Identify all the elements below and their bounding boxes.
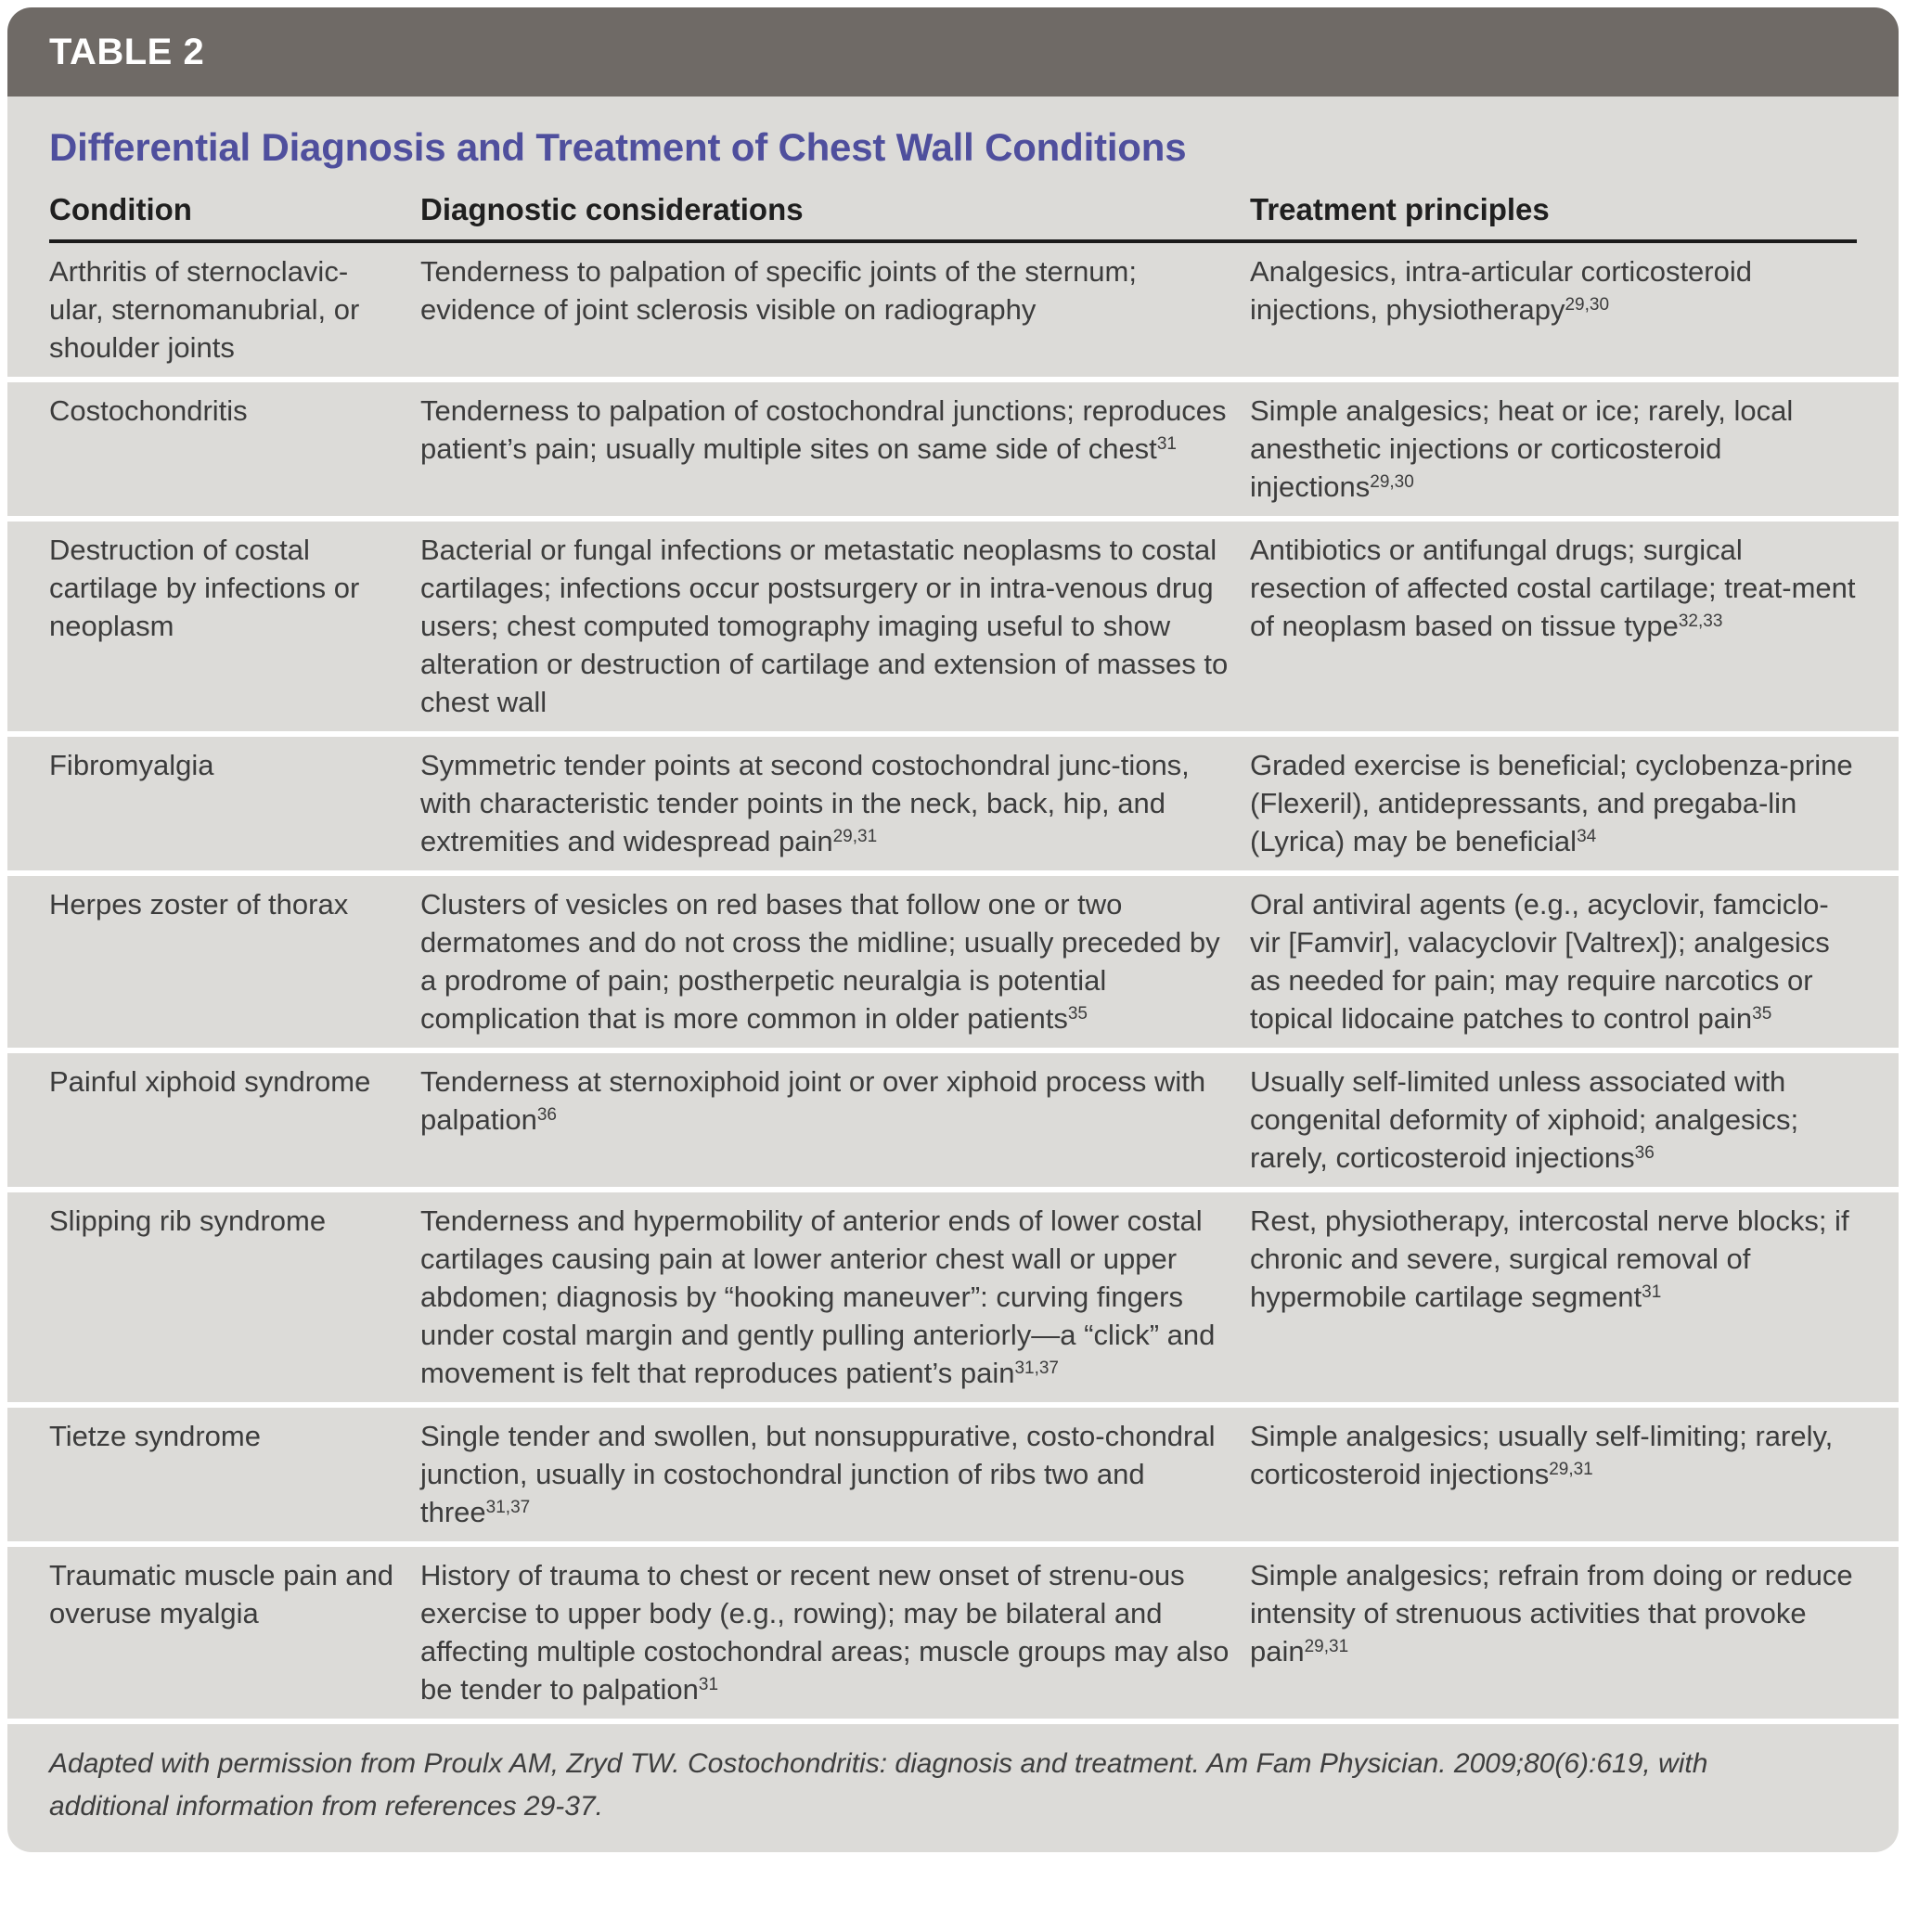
table-row (7, 1192, 1899, 1408)
source-footnote: Adapted with permission from Proulx AM, Zryd TW. Costochondritis: diagnosis and treatment. Am Fam Physician. 2009;80(6):619, with additional information from references 29-37. (49, 1748, 1708, 1822)
treatment-text: Oral antiviral agents (e.g., acyclovir, famciclo-vir [Famvir], valacyclovir [Valtrex]); analgesics as needed for pain; may require narcotics or topical lidocaine patches to control pain (1250, 888, 1830, 1035)
condition-cell (49, 1556, 420, 1708)
reference-superscript: 36 (536, 1104, 557, 1125)
diagnostic-cell (420, 1063, 1250, 1177)
condition-text: Slipping rib syndrome (49, 1204, 327, 1237)
treatment-text: Simple analgesics; usually self-limiting; rarely, corticosteroid injections (1250, 1420, 1834, 1490)
diagnostic-text: Tenderness to palpation of costochondral junctions; reproduces patient’s pain; usually multiple sites on same side of chest (420, 394, 1227, 465)
diagnostic-text: History of trauma to chest or recent new onset of strenu-ous exercise to upper body (e.g., rowing); may be bilateral and affecting multiple costochondral areas; muscle groups may also be tender to palpation (420, 1559, 1230, 1706)
treatment-text: Graded exercise is beneficial; cyclobenza-prine (Flexeril), antidepressants, and pregaba-lin (Lyrica) may be beneficial (1250, 749, 1853, 857)
treatment-text: Rest, physiotherapy, intercostal nerve blocks; if chronic and severe, surgical removal of hypermobile cartilage segment (1250, 1204, 1849, 1313)
diagnostic-text: Tenderness at sternoxiphoid joint or over xiphoid process with palpation (420, 1065, 1206, 1136)
table-header-bar (7, 7, 1899, 97)
reference-superscript: 36 (1634, 1142, 1655, 1163)
reference-superscript: 31,37 (485, 1497, 531, 1517)
treatment-cell (1250, 1417, 1857, 1531)
column-header-treatment: Treatment principles (1250, 192, 1550, 226)
diagnostic-text: Symmetric tender points at second costochondral junc-tions, with characteristic tender points in the neck, back, hip, and extremities and widespread pain (420, 749, 1190, 857)
table-row (7, 1408, 1899, 1547)
condition-cell (49, 746, 420, 860)
table-row (7, 243, 1899, 382)
table-card (7, 7, 1899, 1852)
treatment-text: Analgesics, intra-articular corticosteroid injections, physiotherapy (1250, 255, 1752, 326)
condition-cell (49, 1417, 420, 1531)
table-row (7, 1547, 1899, 1719)
table-row (7, 876, 1899, 1053)
diagnostic-text: Clusters of vesicles on red bases that follow one or two dermatomes and do not cross the midline; usually preceded by a prodrome of pain; postherpetic neuralgia is potential complication that is more common in older patients (420, 888, 1220, 1035)
condition-cell (49, 1202, 420, 1392)
treatment-cell (1250, 392, 1857, 506)
reference-superscript: 34 (1577, 826, 1597, 846)
diagnostic-text: Tenderness to palpation of specific joints of the sternum; evidence of joint sclerosis visible on radiography (420, 255, 1137, 326)
treatment-cell (1250, 885, 1857, 1037)
reference-superscript: 29,30 (1565, 294, 1610, 315)
reference-superscript: 29,31 (1304, 1636, 1349, 1656)
treatment-text: Simple analgesics; heat or ice; rarely, local anesthetic injections or corticosteroid injections (1250, 394, 1794, 503)
reference-superscript: 35 (1067, 1003, 1088, 1024)
condition-text: Herpes zoster of thorax (49, 888, 349, 921)
table-number: TABLE 2 (49, 31, 205, 72)
treatment-text: Simple analgesics; refrain from doing or reduce intensity of strenuous activities that provoke pain (1250, 1559, 1853, 1668)
column-header-condition: Condition (49, 192, 192, 226)
condition-cell (49, 392, 420, 506)
treatment-text: Usually self-limited unless associated with congenital deformity of xiphoid; analgesics; rarely, corticosteroid injections (1250, 1065, 1799, 1174)
condition-text: Painful xiphoid syndrome (49, 1065, 371, 1098)
reference-superscript: 31,37 (1014, 1358, 1059, 1378)
reference-superscript: 29,31 (832, 826, 878, 846)
condition-text: Tietze syndrome (49, 1420, 261, 1452)
condition-text: Fibromyalgia (49, 749, 214, 781)
treatment-cell (1250, 252, 1857, 367)
reference-superscript: 32,33 (1678, 611, 1723, 631)
treatment-text: Antibiotics or antifungal drugs; surgical resection of affected costal cartilage; treat-ment of neoplasm based on tissue type (1250, 534, 1856, 642)
table-row (7, 522, 1899, 737)
treatment-cell (1250, 746, 1857, 860)
diagnostic-cell (420, 531, 1250, 721)
reference-superscript: 31 (1642, 1282, 1662, 1302)
diagnostic-cell (420, 392, 1250, 506)
condition-text: Traumatic muscle pain and overuse myalgia (49, 1559, 394, 1629)
condition-cell (49, 252, 420, 367)
column-header-diagnostic: Diagnostic considerations (420, 192, 804, 226)
treatment-cell (1250, 1202, 1857, 1392)
table-body-area (7, 97, 1899, 1852)
reference-superscript: 29,30 (1370, 471, 1414, 492)
treatment-cell (1250, 1063, 1857, 1177)
condition-cell (49, 885, 420, 1037)
diagnostic-text: Tenderness and hypermobility of anterior ends of lower costal cartilages causing pain at lower anterior chest wall or upper abdomen; diagnosis by “hooking maneuver”: curving fingers under costal margin and gently pulling anteriorly—a “click” and movement is felt that reproduces patient’s pain (420, 1204, 1216, 1389)
treatment-cell (1250, 531, 1857, 721)
reference-superscript: 31 (698, 1674, 719, 1694)
treatment-cell (1250, 1556, 1857, 1708)
table-row (7, 382, 1899, 522)
diagnostic-cell (420, 252, 1250, 367)
diagnostic-cell (420, 885, 1250, 1037)
reference-superscript: 31 (1156, 433, 1177, 454)
column-header-row (7, 191, 1899, 228)
diagnostic-cell (420, 1556, 1250, 1708)
condition-text: Costochondritis (49, 394, 248, 427)
table-title: Differential Diagnosis and Treatment of Chest Wall Conditions (49, 125, 1187, 169)
condition-text: Destruction of costal cartilage by infections or neoplasm (49, 534, 360, 642)
table-row (7, 1053, 1899, 1192)
diagnostic-cell (420, 746, 1250, 860)
reference-superscript: 29,31 (1549, 1459, 1593, 1479)
diagnostic-cell (420, 1202, 1250, 1392)
reference-superscript: 35 (1752, 1003, 1772, 1024)
diagnostic-cell (420, 1417, 1250, 1531)
condition-cell (49, 531, 420, 721)
condition-cell (49, 1063, 420, 1177)
diagnostic-text: Bacterial or fungal infections or metastatic neoplasms to costal cartilages; infections occur postsurgery or in intra-venous drug users; chest computed tomography imaging useful to show alteration or destruction of cartilage and extension of masses to chest wall (420, 534, 1229, 718)
table-rows (7, 243, 1899, 1724)
condition-text: Arthritis of sternoclavic-ular, sternomanubrial, or shoulder joints (49, 255, 360, 364)
diagnostic-text: Single tender and swollen, but nonsuppurative, costo-chondral junction, usually in costochondral junction of ribs two and three (420, 1420, 1216, 1528)
table-row (7, 737, 1899, 876)
